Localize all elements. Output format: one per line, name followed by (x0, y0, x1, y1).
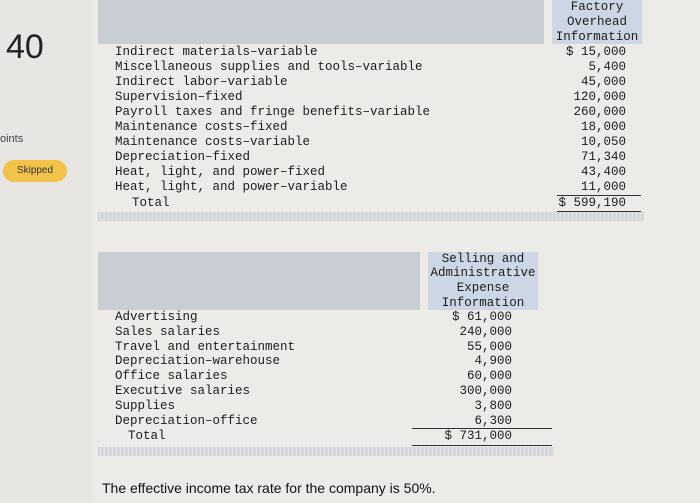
selling-header-line-4: Information (441, 296, 525, 310)
points-label: oints (0, 133, 24, 145)
selling-total-value: $ 731,000 (444, 429, 512, 443)
line-item-label: Depreciation–fixed (115, 150, 251, 164)
factory-header-line-3: Information (555, 30, 639, 44)
line-item-value: 240,000 (459, 324, 512, 339)
line-item-value: $ 15,000 (565, 45, 626, 59)
line-item-value: 55,000 (466, 339, 512, 354)
line-item-value: 10,050 (580, 135, 626, 149)
left-sidebar (0, 0, 92, 503)
line-item-label: Miscellaneous supplies and tools–variable (115, 60, 423, 74)
question-number: 40 (6, 28, 44, 66)
line-item-value: 5,400 (588, 60, 626, 74)
line-item-label: Travel and entertainment (115, 339, 296, 354)
factory-footer-band (98, 212, 644, 221)
line-item-value: 71,340 (580, 150, 626, 164)
line-item-label: Supplies (115, 398, 176, 413)
line-item-label: Maintenance costs–fixed (115, 120, 288, 134)
line-item-value: 260,000 (573, 105, 626, 119)
line-item-label: Executive salaries (115, 384, 251, 398)
line-item-value: $ 61,000 (451, 310, 512, 324)
line-item-label: Office salaries (115, 369, 228, 384)
line-item-value: 18,000 (580, 120, 626, 134)
line-item-label: Heat, light, and power–variable (115, 180, 348, 194)
line-item-label: Indirect materials–variable (115, 45, 318, 59)
factory-total-label: Total (132, 196, 170, 210)
line-item-value: 60,000 (466, 369, 512, 384)
line-item-value: 3,800 (474, 398, 512, 413)
line-item-label: Depreciation–warehouse (115, 354, 281, 369)
line-item-value: 6,300 (474, 413, 512, 428)
line-item-value: 4,900 (474, 354, 512, 369)
line-item-value: 43,400 (580, 165, 626, 179)
selling-footer-band (98, 447, 554, 456)
selling-header-line-3: Expense (456, 281, 510, 295)
factory-header-band (98, 0, 544, 44)
line-item-value: 45,000 (580, 75, 626, 89)
line-item-value: 300,000 (459, 384, 512, 398)
line-item-label: Depreciation–office (115, 413, 258, 428)
selling-total-underline (412, 445, 552, 446)
line-item-label: Indirect labor–variable (115, 75, 288, 89)
line-item-value: 11,000 (580, 180, 626, 194)
selling-header-line-2: Administrative (430, 266, 536, 280)
line-item-value: 120,000 (573, 90, 626, 104)
line-item-label: Maintenance costs–variable (115, 135, 311, 149)
selling-header-band (98, 252, 420, 310)
factory-header-line-1: Factory (570, 0, 624, 14)
line-item-label: Sales salaries (115, 324, 221, 339)
line-item-label: Heat, light, and power–fixed (115, 165, 326, 179)
line-item-label: Supervision–fixed (115, 90, 243, 104)
selling-total-label: Total (128, 429, 166, 443)
tax-rate-note: The effective income tax rate for the company is 50%. (102, 480, 436, 496)
factory-header-line-2: Overhead (566, 15, 627, 29)
line-item-label: Advertising (115, 310, 198, 324)
status-badge: Skipped (3, 160, 67, 182)
selling-header-line-1: Selling and (441, 252, 525, 266)
factory-total-value: $ 599,190 (558, 196, 626, 210)
line-item-label: Payroll taxes and fringe benefits–variable (115, 105, 431, 119)
